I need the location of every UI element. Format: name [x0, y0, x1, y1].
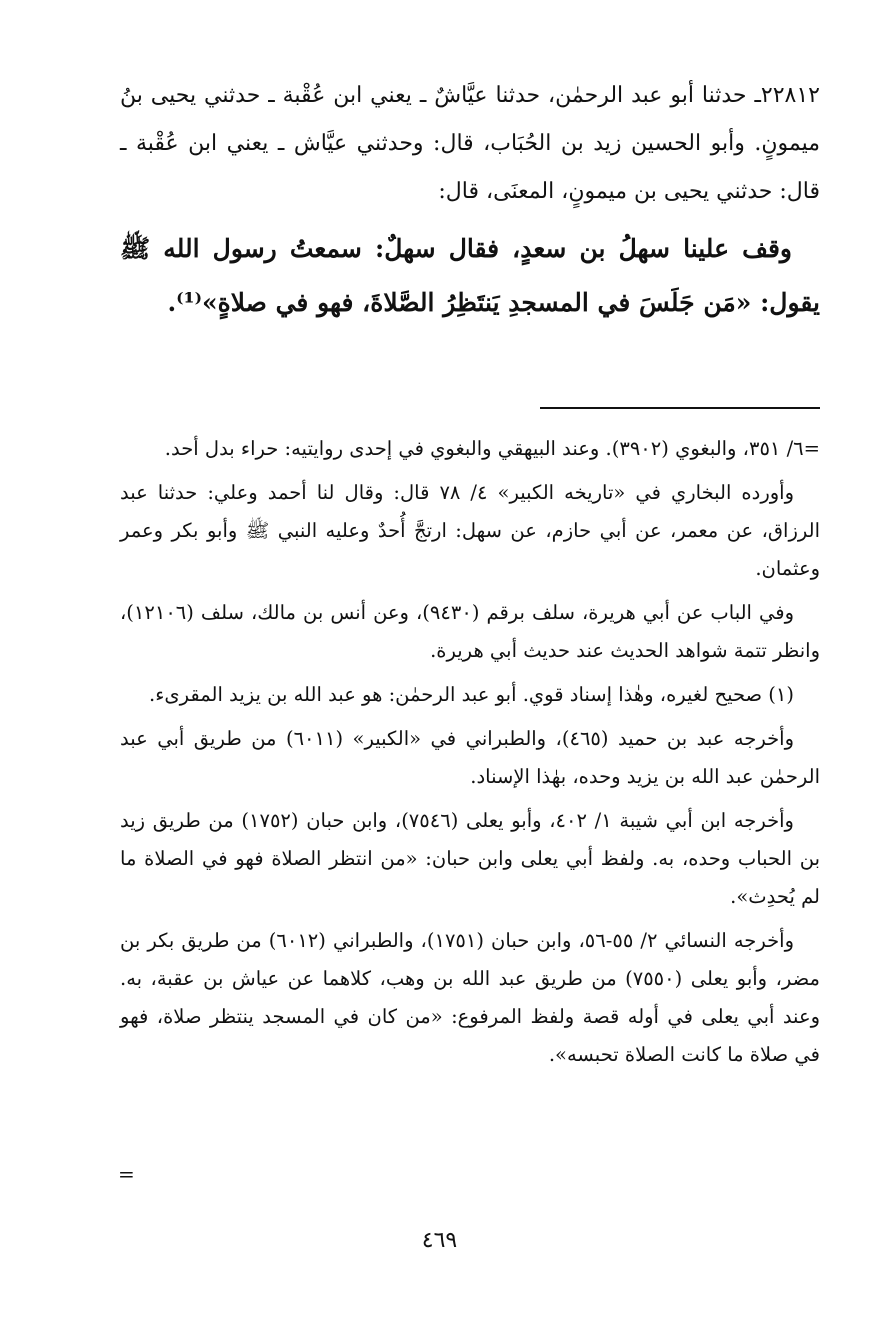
- isnad-paragraph: ٢٢٨١٢ـ حدثنا أبو عبد الرحمٰن، حدثنا عيَّاشٌ ـ يعني ابن عُقْبة ـ حدثني يحيى بنُ ميمونٍ. وأبو الحسين زيد بن الحُبَاب، قال: وحدثني عيَّاش ـ يعني ابن عُقْبة ـ قال: حدثني يحيى بن ميمونٍ، المعنَى، قال:: [120, 83, 820, 204]
- hadith-isnad: [120, 72, 820, 216]
- continuation-mark: =: [118, 1162, 135, 1186]
- footnote-paragraph: وأخرجه عبد بن حميد (٤٦٥)، والطبراني في «الكبير» (٦٠١١) من طريق أبي عبد الرحمٰن عبد الله بن يزيد وحده، بهٰذا الإسناد.: [120, 727, 820, 788]
- footnote-paragraph: وأورده البخاري في «تاريخه الكبير» ٤/ ٧٨ قال: وقال لنا أحمد وعلي: حدثنا عبد الرزاق، عن معمر، عن أبي حازم، عن سهل: ارتجَّ أُحدٌ وعليه النبي ﷺ وأبو بكر وعمر وعثمان.: [120, 481, 820, 580]
- matn-paragraph: وقف علينا سهلُ بن سعدٍ، فقال سهلٌ: سمعتُ رسول الله ﷺ يقول: «مَن جَلَسَ في المسجدِ يَنتَظِرُ الصَّلاةَ، فهو في صلاةٍ»⁽¹⁾.: [120, 234, 820, 317]
- hadith-matn: [120, 222, 820, 330]
- page-number: ٤٦٩: [421, 1228, 458, 1253]
- footnote-paragraph: وفي الباب عن أبي هريرة، سلف برقم (٩٤٣٠)، وعن أنس بن مالك، سلف (١٢١٠٦)، وانظر تتمة شواهد الحديث عند حديث أبي هريرة.: [120, 601, 820, 662]
- footnotes: [120, 430, 820, 1080]
- footnote-1: (١) صحيح لغيره، وهٰذا إسناد قوي. أبو عبد الرحمٰن: هو عبد الله بن يزيد المقرىء.: [149, 683, 794, 706]
- footnote-paragraph: وأخرجه النسائي ٢/ ٥٥-٥٦، وابن حبان (١٧٥١)، والطبراني (٦٠١٢) من طريق بكر بن مضر، وأبو يعلى (٧٥٥٠) من طريق عبد الله بن وهب، كلاهما عن عياش بن عقبة، به. وعند أبي يعلى في أوله قصة ولفظ المرفوع: «من كان في المسجد ينتظر صلاة، فهو في صلاة ما كانت الصلاة تحبسه».: [120, 929, 820, 1066]
- footnote-separator: [540, 407, 820, 409]
- footnote-continuation: =٦/ ٣٥١، والبغوي (٣٩٠٢). وعند البيهقي والبغوي في إحدى روايتيه: حراء بدل أحد.: [164, 437, 820, 460]
- footnote-paragraph: وأخرجه ابن أبي شيبة ١/ ٤٠٢، وأبو يعلى (٧٥٤٦)، وابن حبان (١٧٥٢) من طريق زيد بن الحباب وحده، به. ولفظ أبي يعلى وابن حبان: «من انتظر الصلاة فهو في الصلاة ما لم يُحدِث».: [120, 809, 820, 908]
